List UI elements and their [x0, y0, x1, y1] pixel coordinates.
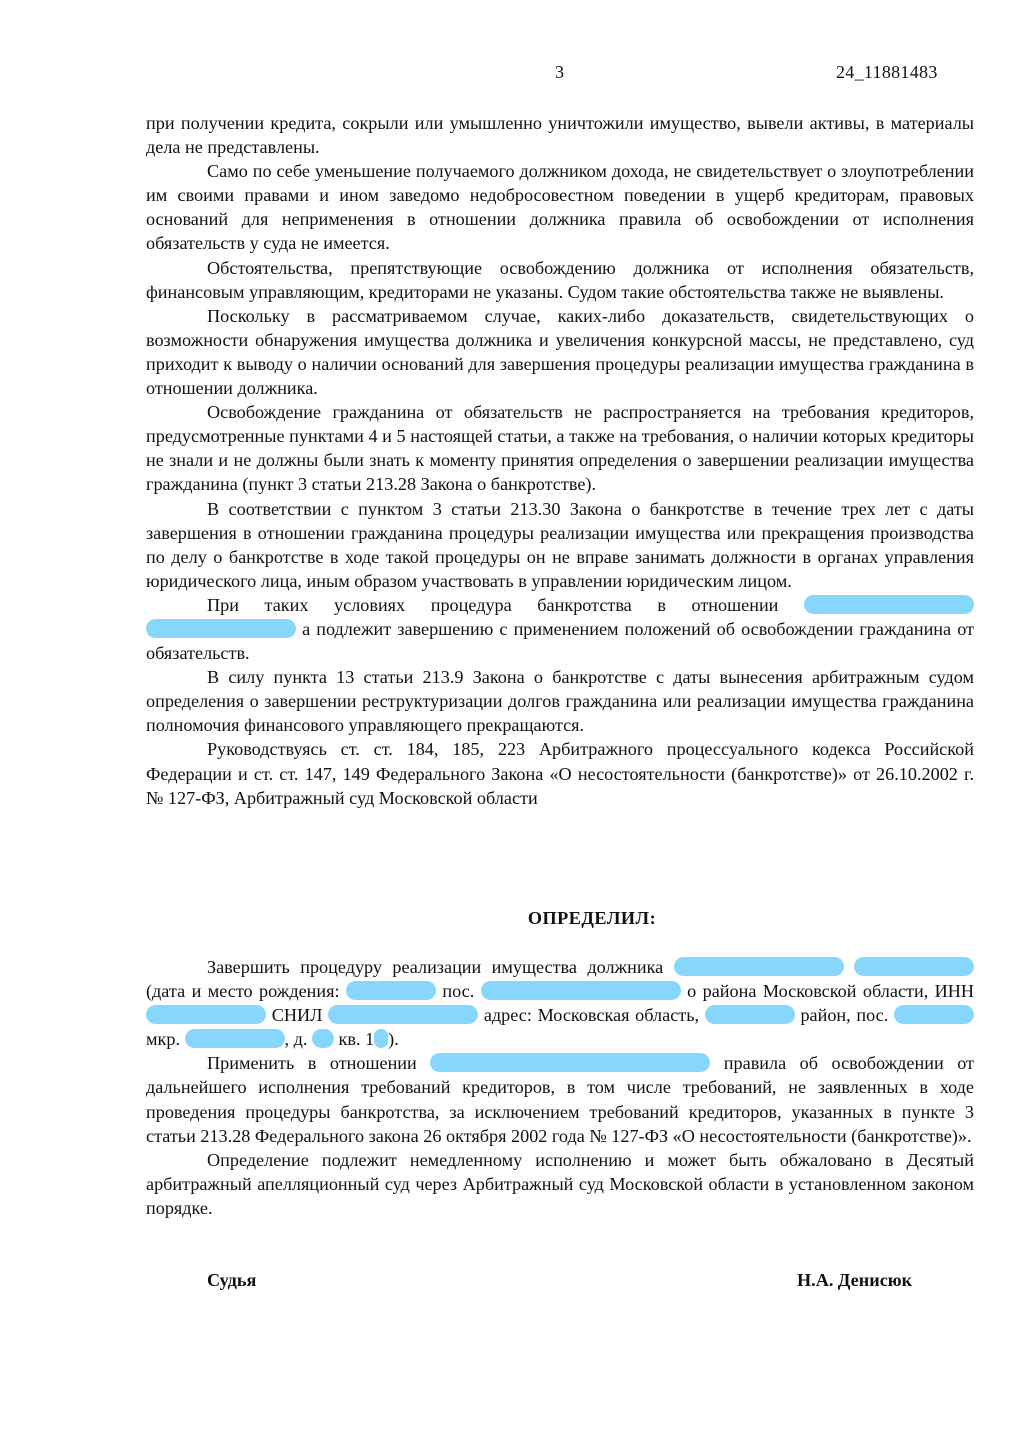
redaction-mark	[894, 1005, 974, 1024]
redaction-mark	[374, 1029, 388, 1048]
paragraph: Освобождение гражданина от обязательств не распространяется на требования кредиторов, предусмотренные пунктами 4 и 5 настоящей статьи, а также на требования, о наличии которых кредиторы не знали и не должны были знать к моменту принятия определения о завершении реализации имущества гражданина (пункт 3 статьи 213.28 Закона о банкротстве).	[146, 402, 974, 495]
decision-text: Применить в отношении	[207, 1053, 417, 1074]
decision-text: Завершить процедуру реализации имущества должника	[207, 957, 664, 977]
decision-text: адрес: Московская область,	[483, 1005, 700, 1026]
paragraph: при получении кредита, сокрыли или умышленно уничтожили имущество, вывели активы, в материалы дела не представлены.	[146, 113, 974, 158]
paragraph: Само по себе уменьшение получаемого должником дохода, не свидетельствует о злоупотреблении им своими правами и ином заведомо недобросовестном поведении в ущерб кредиторам, правовых оснований для неприменения в отношении должника правила об освобождении от исполнения обязательств у суда не имеется.	[146, 161, 974, 254]
redaction-mark	[430, 1053, 710, 1072]
paragraph: Поскольку в рассматриваемом случае, каких-либо доказательств, свидетельствующих о возможности обнаружения имущества должника и увеличения конкурсной массы, не представлено, суд приходит к выводу о наличии оснований для завершения процедуры реализации имущества гражданина в отношении должника.	[146, 305, 974, 399]
signature-title: Судья	[207, 1270, 257, 1290]
case-number: 24_11881483	[836, 62, 938, 82]
redaction-mark	[674, 957, 844, 976]
paragraph: В силу пункта 13 статьи 213.9 Закона о банкротстве с даты вынесения арбитражным судом определения о завершении реструктуризации долгов гражданина или реализации имущества гражданина полномочия финансового управляющего прекращаются.	[146, 667, 974, 736]
paragraph-text: При таких условиях процедура банкротства в отношении	[207, 594, 779, 615]
redaction-mark	[146, 1005, 266, 1024]
decision-paragraph	[146, 1051, 974, 1147]
paragraph-text: а подлежит завершению с применением положений об освобождении гражданина от обязательств.	[146, 618, 974, 664]
decision-text: о района Московской области, ИНН	[687, 981, 975, 1002]
decision-paragraph: Определение подлежит немедленному исполнению и может быть обжаловано в Десятый арбитражный апелляционный суд через Арбитражный суд Московской области в установленном законом порядке.	[146, 1149, 974, 1218]
page-number: 3	[555, 62, 564, 82]
decision-text: кв. 1	[338, 1029, 375, 1050]
decision-text: мкр.	[146, 1029, 180, 1050]
decision-text: пос.	[442, 981, 475, 1002]
redaction-mark	[312, 1029, 334, 1048]
decision-text: (дата и место рождения:	[146, 981, 340, 1002]
redaction-mark	[804, 595, 974, 614]
redaction-mark	[346, 981, 436, 1000]
signature-name: Н.А. Денисюк	[797, 1270, 913, 1290]
page-header	[0, 62, 1024, 88]
redaction-mark	[481, 981, 681, 1000]
redaction-mark	[854, 957, 974, 976]
decision-text: ).	[388, 1029, 399, 1050]
decision-body	[146, 955, 974, 1220]
paragraph: Обстоятельства, препятствующие освобождению должника от исполнения обязательств, финансовым управляющим, кредиторами не указаны. Судом такие обстоятельства также не выявлены.	[146, 257, 974, 302]
decision-text: , д.	[284, 1029, 308, 1050]
decision-text: СНИЛ	[271, 1005, 323, 1026]
decision-text: правила об освобождении от дальнейшего исполнения требований кредиторов, в том числе требований, не заявленных в ходе проведения процедуры банкротства, за исключением требований кредиторов, указанных в пункте 3 статьи 213.28 Федерального закона 26 октября 2002 года № 127-ФЗ «О несостоятельности (банкротстве)».	[146, 1053, 975, 1146]
paragraph: Руководствуясь ст. ст. 184, 185, 223 Арбитражного процессуального кодекса Российской Федерации и ст. ст. 147, 149 Федерального Закона «О несостоятельности (банкротстве)» от 26.10.2002 г. № 127-ФЗ, Арбитражный суд Московской области	[146, 739, 974, 808]
redaction-mark	[185, 1029, 285, 1048]
paragraph	[146, 593, 974, 665]
decision-paragraph	[146, 955, 974, 1051]
redaction-mark	[705, 1005, 795, 1024]
redaction-mark	[328, 1005, 478, 1024]
document-body	[146, 111, 974, 810]
decision-text: район, пос.	[800, 1005, 889, 1026]
paragraph: В соответствии с пунктом 3 статьи 213.30 Закона о банкротстве в течение трех лет с даты завершения в отношении гражданина процедуры реализации имущества или прекращения производства по делу о банкротстве в ходе такой процедуры он не вправе занимать должности в органах управления юридического лица, иным образом участвовать в управлении юридическим лицом.	[146, 498, 974, 591]
redaction-mark	[146, 619, 296, 638]
decision-heading: ОПРЕДЕЛИЛ:	[527, 908, 657, 928]
